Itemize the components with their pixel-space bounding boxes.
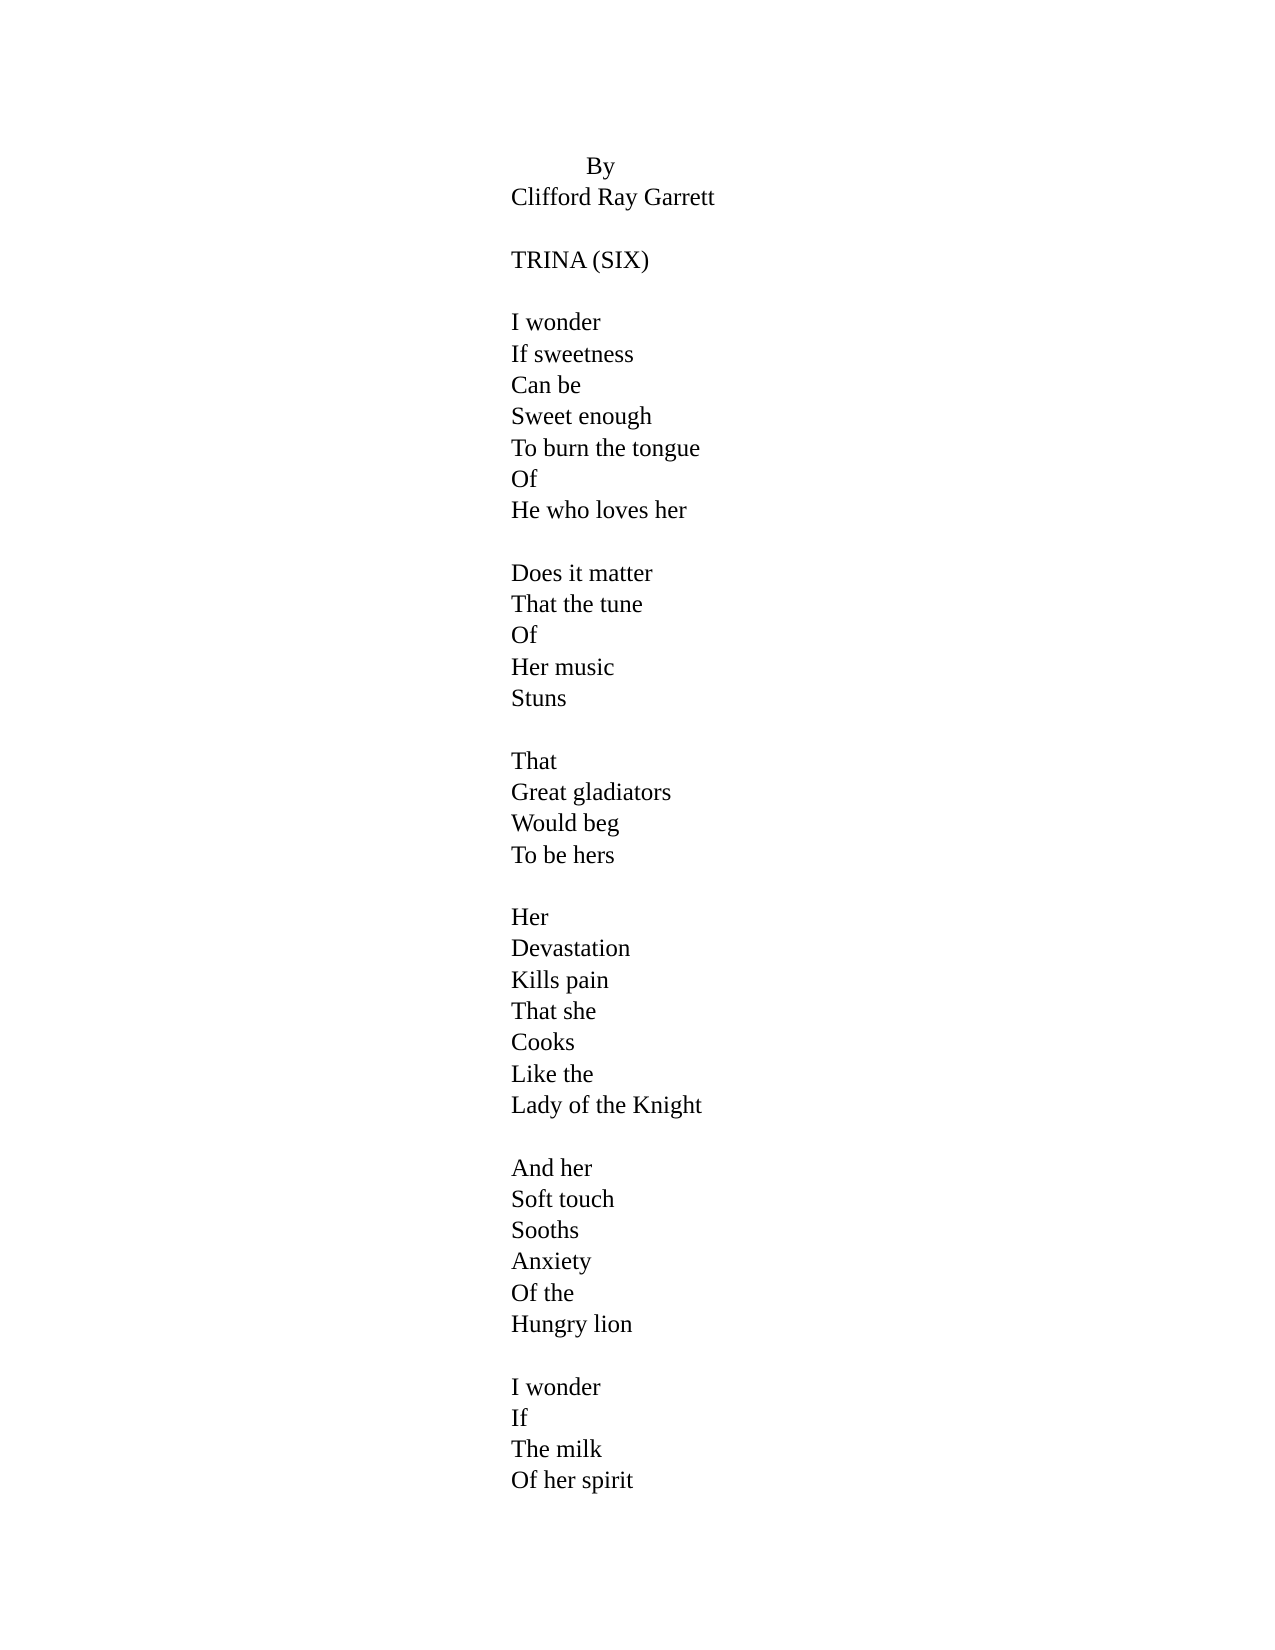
poem-line: Does it matter — [511, 559, 653, 587]
poem-stanza — [511, 558, 715, 714]
poem-stanza — [511, 1372, 715, 1497]
poem-line: Can be — [511, 372, 582, 400]
poem-stanza — [511, 307, 715, 526]
poem-line: I wonder — [511, 309, 601, 337]
poem-line: Lady of the Knight — [511, 1091, 702, 1119]
poem-line: That — [511, 747, 557, 775]
poem-line: Anxiety — [511, 1248, 592, 1276]
poem-line: Hungry lion — [511, 1310, 633, 1338]
poem-stanzas — [511, 307, 715, 1496]
poem-line: Her — [511, 904, 549, 932]
poem-line: Cooks — [511, 1029, 575, 1057]
poem-line: If — [511, 1404, 528, 1432]
title-block — [511, 245, 715, 276]
poem-line: To be hers — [511, 841, 615, 869]
poem-line: To burn the tongue — [511, 434, 701, 462]
poem-line: Devastation — [511, 935, 631, 963]
poem-line: That she — [511, 998, 597, 1026]
poem-line: Of the — [511, 1279, 575, 1307]
poem-line: If sweetness — [511, 340, 634, 368]
poem-line: Soft touch — [511, 1185, 615, 1213]
poem-line: Her music — [511, 653, 615, 681]
poem-line: That the tune — [511, 591, 643, 619]
poem-line: And her — [511, 1154, 593, 1182]
poem-line: I wonder — [511, 1373, 601, 1401]
poem-line: Of her spirit — [511, 1467, 634, 1495]
poem-stanza — [511, 1153, 715, 1341]
poem-line: Great gladiators — [511, 778, 672, 806]
poem-line: He who loves her — [511, 497, 687, 525]
poem-line: Of — [511, 465, 538, 493]
poem-title: TRINA (SIX) — [511, 246, 650, 274]
poem-line: Sooths — [511, 1217, 580, 1245]
byline-label: By — [586, 153, 616, 180]
poem-line: Stuns — [511, 685, 567, 713]
poem-line: Like the — [511, 1060, 594, 1088]
byline-author: Clifford Ray Garrett — [511, 184, 715, 212]
poem-stanza — [511, 746, 715, 871]
poem-stanza — [511, 902, 715, 1121]
poem-line: Kills pain — [511, 966, 609, 994]
poem — [511, 151, 715, 1528]
poem-line: The milk — [511, 1436, 602, 1464]
poem-line: Would beg — [511, 810, 620, 838]
byline — [511, 151, 715, 214]
poem-line: Of — [511, 622, 538, 650]
poem-line: Sweet enough — [511, 403, 652, 431]
